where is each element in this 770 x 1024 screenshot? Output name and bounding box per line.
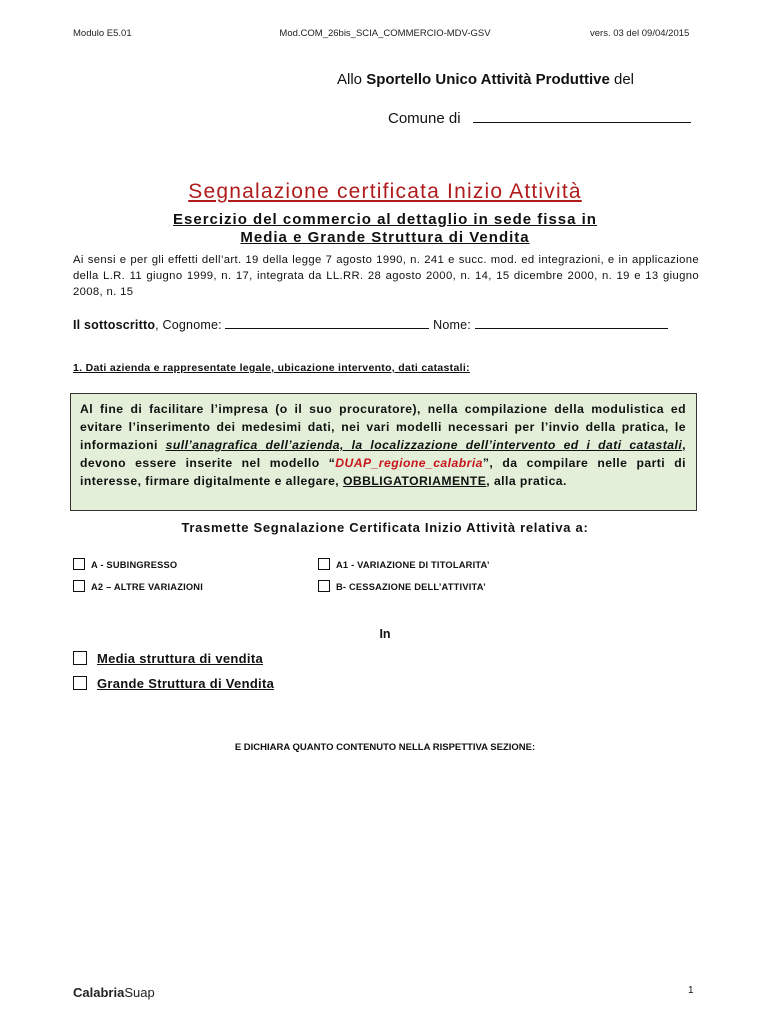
surname-field[interactable]	[225, 328, 429, 329]
checkbox-subingresso[interactable]	[73, 558, 85, 570]
checkbox-altre-variazioni[interactable]	[73, 580, 85, 592]
undersigned-label: Il sottoscritto	[73, 318, 156, 332]
info-text-7: , alla pratica.	[486, 474, 567, 488]
recipient-prefix: Allo	[337, 71, 367, 88]
form-version: vers. 03 del 09/04/2015	[590, 28, 690, 39]
mandatory-label: OBBLIGATORIAMENTE	[342, 474, 487, 488]
comune-field[interactable]	[473, 122, 691, 123]
duap-model-name: DUAP_regione_calabria	[335, 456, 483, 470]
trasmette-heading: Trasmette Segnalazione Certificata Inizio Attività relativa a:	[181, 520, 589, 535]
declaration-text: E DICHIARA QUANTO CONTENUTO NELLA RISPETTIVA SEZIONE:	[234, 742, 536, 753]
media-struttura-label: Media struttura di vendita	[97, 651, 263, 666]
checkbox-variazione-titolarita[interactable]	[318, 558, 330, 570]
recipient-line	[337, 71, 634, 88]
checkbox-media-struttura[interactable]	[73, 651, 87, 665]
form-code: Modulo E5.01	[73, 28, 132, 39]
comune-label: Comune di	[388, 110, 461, 127]
info-text-emphasis: sull’anagrafica dell’azienda, la localizzazione dell’intervento ed i dati catastali	[165, 438, 683, 452]
info-text-3: , devono essere inserite nel modello “	[80, 438, 686, 470]
grande-struttura-label: Grande Struttura di Vendita	[97, 676, 275, 691]
name-label: Nome:	[429, 318, 475, 332]
info-text-5: ”, da compilare nelle parti di interesse, firmare digitalmente e allegare,	[80, 456, 686, 488]
in-label: In	[379, 627, 391, 641]
document-subtitle	[60, 211, 710, 247]
logo-regular-part: Suap	[124, 985, 155, 1000]
surname-label: , Cognome:	[155, 318, 226, 332]
comune-line	[388, 110, 691, 127]
option-subingresso-label: A - SUBINGRESSO	[91, 560, 178, 570]
document-title: Segnalazione certificata Inizio Attività	[188, 180, 582, 203]
logo-bold-part: Calabria	[73, 985, 125, 1000]
option-variazione-titolarita-label: A1 - VARIAZIONE DI TITOLARITA’	[336, 560, 490, 570]
checkbox-cessazione[interactable]	[318, 580, 330, 592]
legal-reference-text: Ai sensi e per gli effetti dell’art. 19 della legge 7 agosto 1990, n. 241 e succ. mod. ed integrazioni, e in applicazione della L.R. 11 giugno 1999, n. 17, integrata da LL.RR. 28 agosto 2000, n. 14, 15 dicembre 2000, n. 19 e 13 giugno 2008, n. 15	[73, 254, 699, 298]
form-model-id: Mod.COM_26bis_SCIA_COMMERCIO-MDV-GSV	[279, 28, 491, 39]
recipient-suffix: del	[609, 71, 635, 88]
page-number: 1	[688, 985, 694, 996]
recipient-office: Sportello Unico Attività Produttive	[366, 71, 610, 88]
subtitle-line-2: Media e Grande Struttura di Vendita	[240, 229, 530, 246]
info-box-text	[80, 400, 686, 490]
option-cessazione-label: B- CESSAZIONE DELL’ATTIVITA’	[336, 582, 486, 592]
name-field[interactable]	[475, 328, 668, 329]
info-text-1: Al fine di facilitare l’impresa (o il suo procuratore), nella compilazione della modulistica ed evitare l’inserimento dei medesimi dati, nei vari modelli necessari per l’invio della pratica, le informazioni	[80, 402, 686, 452]
subtitle-line-1: Esercizio del commercio al dettaglio in sede fissa in	[173, 211, 597, 228]
undersigned-line	[73, 318, 668, 332]
option-altre-variazioni-label: A2 – ALTRE VARIAZIONI	[91, 582, 203, 592]
calabria-suap-logo	[73, 985, 155, 1000]
checkbox-grande-struttura[interactable]	[73, 676, 87, 690]
section-1-title: 1. Dati azienda e rappresentate legale, ubicazione intervento, dati catastali:	[73, 362, 470, 374]
